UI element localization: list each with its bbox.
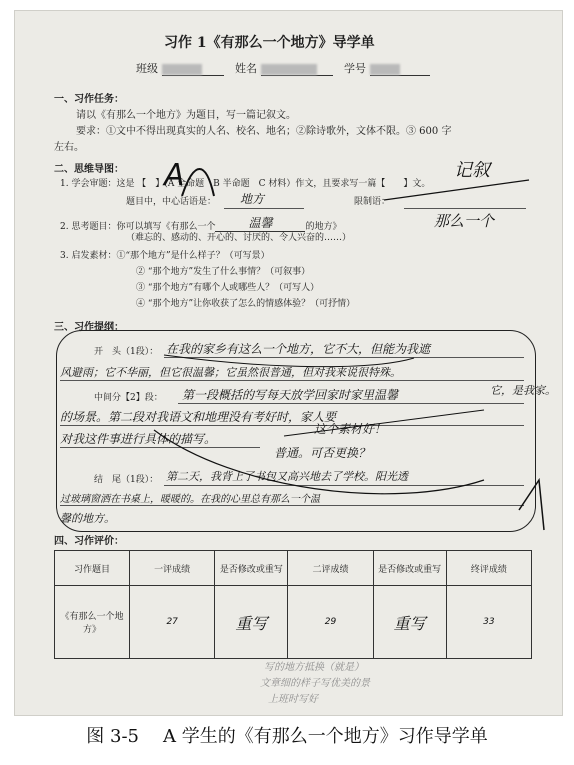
end-text-2: 过玻璃窗洒在书桌上，暖暖的。在我的心里总有那么一个温: [60, 494, 320, 505]
prompt-4: ④ “那个地方”让你收获了怎么的情感体验？（可抒情）: [136, 299, 356, 309]
figure-caption: [0, 722, 574, 748]
final-score: 33: [446, 586, 531, 659]
teacher-note-1: 这个素材好！: [314, 422, 387, 436]
outline-end-label: 结 尾（1段）：: [94, 475, 159, 485]
handwritten-fill-word: 温馨: [248, 216, 273, 230]
middle-text-2: 的场景。第二段对我语文和地理没有考好时，家人要: [60, 410, 337, 424]
header-cell: 是否修改或重写: [373, 551, 446, 586]
header-cell: 终评成绩: [446, 551, 531, 586]
header-cell: 是否修改或重写: [215, 551, 288, 586]
name-label: 姓名: [235, 62, 257, 75]
limit-words-label: 限制语：: [354, 197, 391, 207]
task-line-3: 左右。: [54, 142, 84, 153]
handwritten-center-words: 地方: [240, 192, 265, 206]
end-text-1: 第二天，我背上了书包又高兴地去了学校。阳光透: [166, 470, 408, 483]
first-revision: 重写: [215, 586, 288, 659]
header-cell: 二评成绩: [288, 551, 373, 586]
second-score: 29: [288, 586, 373, 659]
middle-text-1: 第一段概括的写每天放学回家时家里温馨: [182, 388, 399, 402]
prompt-3: ③ “那个地方”有哪个人或哪些人？（可写人）: [136, 283, 320, 293]
section-outline-heading: 三、习作提纲：: [54, 322, 124, 333]
pencil-note-1: 写的地方抵换（就是）: [264, 662, 364, 673]
center-words-label: 题目中，中心话语是：: [126, 197, 217, 207]
prompt-2: ② “那个地方”发生了什么事情？（可叙事）: [136, 267, 311, 277]
pencil-note-2: 文章细的样子写优美的景: [260, 678, 370, 689]
teacher-note-2: 普通。可否更换？: [274, 446, 371, 460]
figure-number: 图 3-5: [86, 726, 139, 747]
begin-text-1: 在我的家乡有这么一个地方，它不大，但能为我遮: [166, 342, 431, 356]
begin-text-2: 风避雨；它不华丽，但它很温馨；它虽然很普通，但对我来说很特殊。: [60, 366, 401, 379]
middle-text-3: 对我这件事进行具体的描写。: [60, 432, 217, 446]
header-cell: 习作题目: [55, 551, 130, 586]
teacher-note-side: 它，是我家。: [490, 384, 556, 397]
handwritten-genre: 记叙: [454, 160, 490, 181]
handwritten-limit-words: 那么一个: [434, 212, 495, 230]
outline-middle-label: 中间分【2】段：: [94, 393, 163, 403]
first-score: 27: [130, 586, 215, 659]
step-3-label: 3. 启发素材：①: [60, 251, 126, 261]
header-cell: 一评成绩: [130, 551, 215, 586]
step-2-text: 2. 思考题目：你可以填写《有那么一个: [60, 222, 216, 232]
adjective-options: （难忘的、感动的、开心的、讨厌的、令人兴奋的……）: [126, 233, 352, 243]
id-label: 学号: [344, 62, 366, 75]
task-line-1: 请以《有那么一个地方》为题目，写一篇记叙文。: [76, 110, 296, 121]
worksheet: [14, 10, 563, 716]
table-row: [55, 586, 532, 659]
pencil-note-3: 上班时写好: [268, 694, 318, 705]
worksheet-title: 习作 1《有那么一个地方》导学单: [164, 35, 375, 51]
evaluation-table: [54, 550, 532, 659]
handwritten-choice: A: [164, 158, 185, 193]
mindmap-step-1: 1. 学会审题：这是 【 】(A 全命题 B 半命题 C 材料）作文，且要求写一篇【 】文。: [60, 179, 431, 189]
second-revision: 重写: [373, 586, 446, 659]
table-header-row: [55, 551, 532, 586]
essay-title-cell: 《有那么一个地方》: [55, 586, 130, 659]
section-mindmap-heading: 二、思维导图：: [54, 164, 124, 175]
class-label: 班级: [136, 62, 158, 75]
prompt-1: “那个地方”是什么样子？（可写景）: [125, 251, 270, 261]
section-task-heading: 一、习作任务：: [54, 94, 124, 105]
outline-begin-label: 开 头（1段）：: [94, 347, 159, 357]
step-2-end: 的地方》: [305, 222, 342, 232]
end-text-3: 馨的地方。: [60, 512, 115, 525]
caption-text: A 学生的《有那么一个地方》习作导学单: [162, 726, 488, 747]
section-evaluation-heading: 四、习作评价：: [54, 536, 124, 547]
task-line-2: 要求：①文中不得出现真实的人名、校名、地名；②除诗歌外，文体不限。③ 600 字: [76, 126, 452, 137]
